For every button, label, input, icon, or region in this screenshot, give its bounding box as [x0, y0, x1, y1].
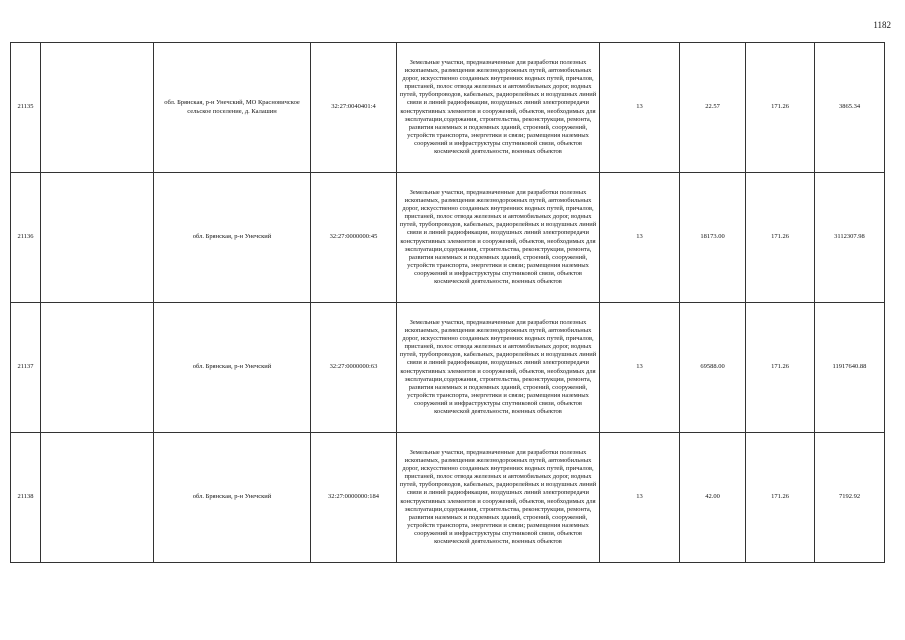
land-use-description-cell: Земельные участки, предназначенные для разработки полезных ископаемых, размещения железнодорожных путей, автомобильных дорог, искусственно созданных внутренних водных путей, причалов, пристаней, полос отвода железных и автомобильных дорог, водных путей, трубопроводов, кабельных, радиорелейных и воздушных линий связи и линий радиофикации, воздушных линий электропередачи конструктивных элементов и сооружений, объектов, необходимых для эксплуатации,содержания, строительства, реконструкции, ремонта, развития наземных и подземных зданий, строений, сооружений, устройств транспорта, энергетики и связи; размещения наземных сооружений и инфраструктуры спутниковой связи, объектов космической деятельности, военных объектов — [397, 43, 600, 173]
group-cell: 13 — [600, 433, 680, 563]
land-use-description-cell: Земельные участки, предназначенные для разработки полезных ископаемых, размещения железнодорожных путей, автомобильных дорог, искусственно созданных внутренних водных путей, причалов, пристаней, полос отвода железных и автомобильных дорог, водных путей, трубопроводов, кабельных, радиорелейных и воздушных линий связи и линий радиофикации, воздушных линий электропередачи конструктивных элементов и сооружений, объектов, необходимых для эксплуатации,содержания, строительства, реконструкции, ремонта, развития наземных и подземных зданий, строений, сооружений, устройств транспорта, энергетики и связи; размещения наземных сооружений и инфраструктуры спутниковой связи, объектов космической деятельности, военных объектов — [397, 173, 600, 303]
cadastral-value-table — [10, 42, 885, 563]
row-number: 21136 — [11, 173, 41, 303]
land-use-description-cell: Земельные участки, предназначенные для разработки полезных ископаемых, размещения железнодорожных путей, автомобильных дорог, искусственно созданных внутренних водных путей, причалов, пристаней, полос отвода железных и автомобильных дорог, водных путей, трубопроводов, кабельных, радиорелейных и воздушных линий связи и линий радиофикации, воздушных линий электропередачи конструктивных элементов и сооружений, объектов, необходимых для эксплуатации,содержания, строительства, реконструкции, ремонта, развития наземных и подземных зданий, строений, сооружений, устройств транспорта, энергетики и связи; размещения наземных сооружений и инфраструктуры спутниковой связи, объектов космической деятельности, военных объектов — [397, 303, 600, 433]
rate-cell: 171.26 — [746, 433, 815, 563]
area-cell: 69588.00 — [680, 303, 746, 433]
address-cell: обл. Брянская, р-н Унечский — [154, 433, 311, 563]
row-number: 21137 — [11, 303, 41, 433]
row-number: 21138 — [11, 433, 41, 563]
cadastral-number-cell: 32:27:0000000:63 — [311, 303, 397, 433]
cadastral-value-cell: 11917640.88 — [815, 303, 885, 433]
area-cell: 18173.00 — [680, 173, 746, 303]
page-number: 1182 — [873, 20, 891, 30]
address-cell: обл. Брянская, р-н Унечский — [154, 303, 311, 433]
area-cell: 22.57 — [680, 43, 746, 173]
empty-cell — [41, 303, 154, 433]
group-cell: 13 — [600, 43, 680, 173]
empty-cell — [41, 433, 154, 563]
table-row — [11, 433, 885, 563]
row-number: 21135 — [11, 43, 41, 173]
table-row — [11, 43, 885, 173]
empty-cell — [41, 173, 154, 303]
cadastral-value-cell: 3865.34 — [815, 43, 885, 173]
group-cell: 13 — [600, 173, 680, 303]
group-cell: 13 — [600, 303, 680, 433]
cadastral-number-cell: 32:27:0040401:4 — [311, 43, 397, 173]
land-use-description-cell: Земельные участки, предназначенные для разработки полезных ископаемых, размещения железнодорожных путей, автомобильных дорог, искусственно созданных внутренних водных путей, причалов, пристаней, полос отвода железных и автомобильных дорог, водных путей, трубопроводов, кабельных, радиорелейных и воздушных линий связи и линий радиофикации, воздушных линий электропередачи конструктивных элементов и сооружений, объектов, необходимых для эксплуатации,содержания, строительства, реконструкции, ремонта, развития наземных и подземных зданий, строений, сооружений, устройств транспорта, энергетики и связи; размещения наземных сооружений и инфраструктуры спутниковой связи, объектов космической деятельности, военных объектов — [397, 433, 600, 563]
address-cell: обл. Брянская, р-н Унечский, МО Красновичское сельское поселение, д. Калашин — [154, 43, 311, 173]
address-cell: обл. Брянская, р-н Унечский — [154, 173, 311, 303]
table-row — [11, 303, 885, 433]
empty-cell — [41, 43, 154, 173]
cadastral-number-cell: 32:27:0000000:184 — [311, 433, 397, 563]
rate-cell: 171.26 — [746, 173, 815, 303]
rate-cell: 171.26 — [746, 303, 815, 433]
cadastral-value-cell: 7192.92 — [815, 433, 885, 563]
table-row — [11, 173, 885, 303]
area-cell: 42.00 — [680, 433, 746, 563]
cadastral-number-cell: 32:27:0000000:45 — [311, 173, 397, 303]
cadastral-value-cell: 3112307.98 — [815, 173, 885, 303]
rate-cell: 171.26 — [746, 43, 815, 173]
